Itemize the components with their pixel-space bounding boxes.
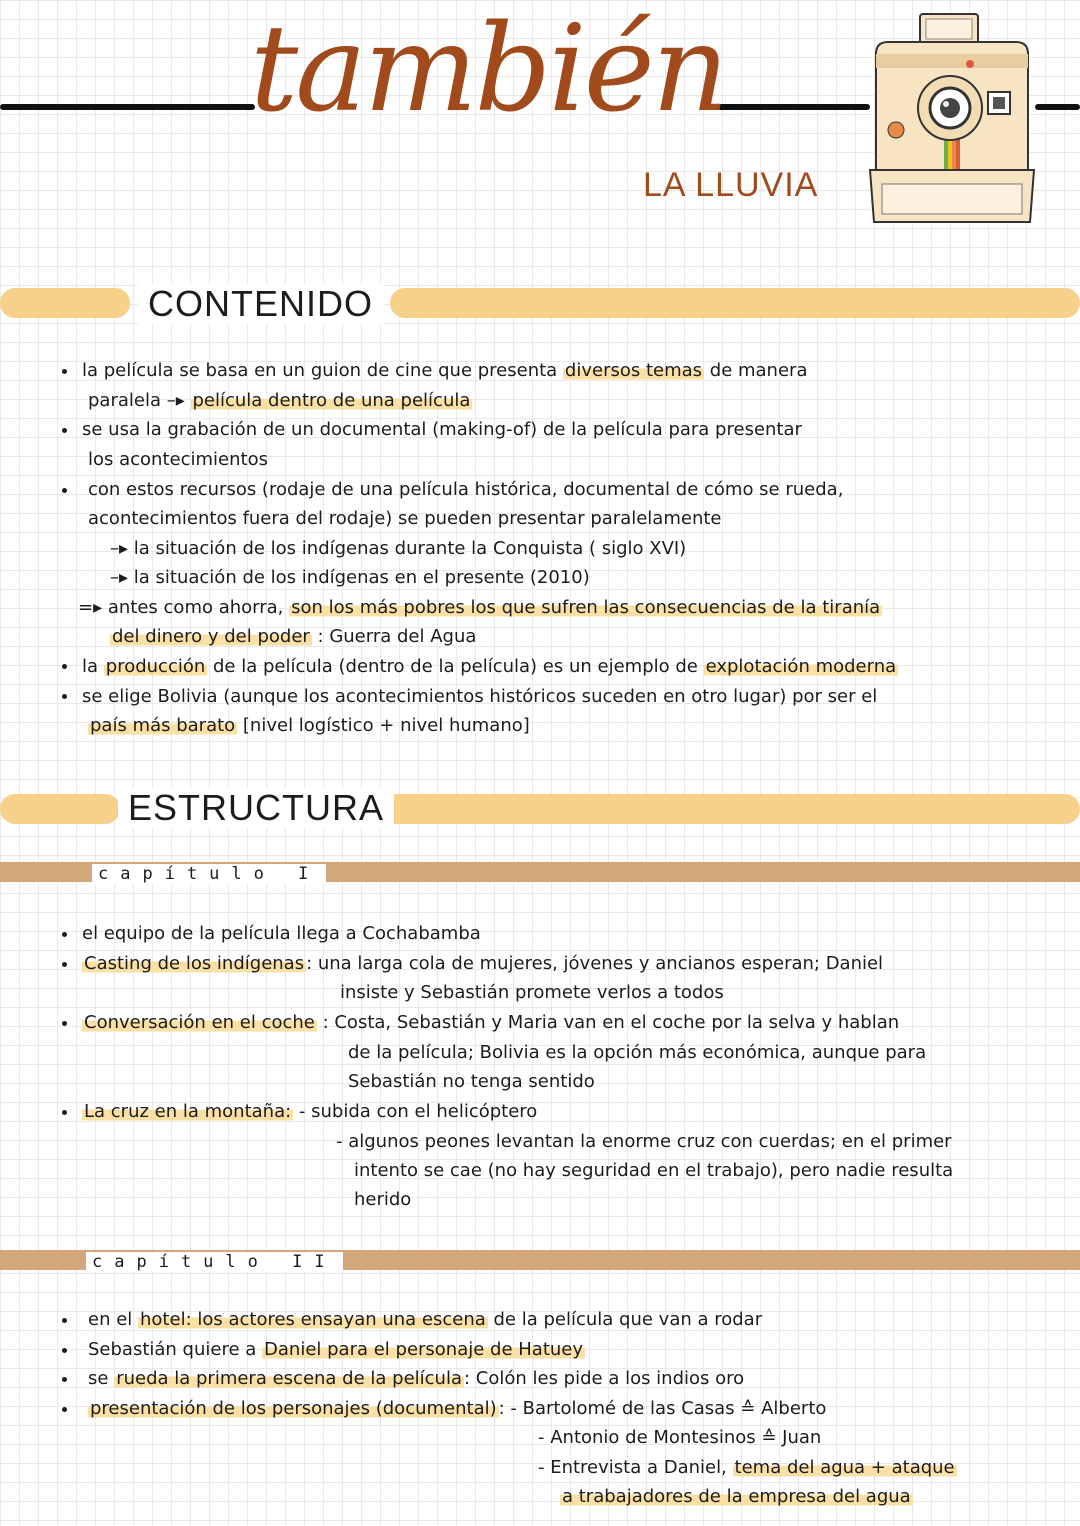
header-rule-right [1035, 104, 1080, 110]
text-line: se elige Bolivia (aunque los acontecimientos históricos suceden en otro lugar) por ser el [82, 686, 878, 707]
text-line: La cruz en la montaña: - subida con el helicóptero [84, 1101, 538, 1122]
bullet [62, 1377, 67, 1382]
text-line: con estos recursos (rodaje de una película histórica, documental de cómo se rueda, [88, 479, 844, 500]
page-title: también [250, 0, 727, 139]
bullet [62, 1110, 67, 1115]
section-heading-contenido: CONTENIDO [138, 284, 383, 324]
bullet [62, 428, 67, 433]
chapter-label-1: capítulo I [92, 864, 326, 884]
instant-camera-icon [868, 10, 1036, 225]
text-line: se usa la grabación de un documental (making-of) de la película para presentar [82, 419, 802, 440]
bullet [62, 1021, 67, 1026]
text-line: el equipo de la película llega a Cochabamba [82, 923, 481, 944]
bullet [62, 664, 67, 669]
section-bar-contenido-left [0, 288, 130, 318]
text-line: de la película; Bolivia es la opción más económica, aunque para [348, 1042, 927, 1063]
text-line: herido [354, 1189, 412, 1210]
text-line: insiste y Sebastián promete verlos a todos [340, 982, 724, 1003]
text-line: Casting de los indígenas : una larga cola de mujeres, jóvenes y ancianos esperan; Daniel [84, 953, 884, 974]
arrow-icon: –▸ [110, 538, 129, 559]
arrow-icon: –▸ [110, 567, 129, 588]
double-arrow-icon: =▸ [78, 597, 103, 618]
section-bar-estructura-right [356, 794, 1080, 824]
page-subtitle: LA LLUVIA [643, 166, 819, 204]
bullet [62, 1348, 67, 1353]
text-line: - Antonio de Montesinos ≙ Juan [538, 1427, 822, 1448]
text-line: presentación de los personajes (documental) : - Bartolomé de las Casas ≙ Alberto [90, 1398, 827, 1419]
text-line: Sebastián quiere a Daniel para el personaje de Hatuey [88, 1339, 584, 1360]
bullet [62, 1407, 67, 1412]
text-line: paralela –▸ película dentro de una película [88, 390, 471, 411]
text-line: la película se basa en un guion de cine que presenta diversos temas de manera [82, 360, 808, 381]
bullet [62, 1318, 67, 1323]
text-line: la producción de la película (dentro de la película) es un ejemplo de explotación moderna [82, 656, 897, 677]
chapter-label-2: capítulo II [86, 1252, 343, 1272]
section-heading-estructura: ESTRUCTURA [118, 788, 394, 828]
text-line: a trabajadores de la empresa del agua [562, 1486, 911, 1507]
text-line: - algunos peones levantan la enorme cruz con cuerdas; en el primer [336, 1131, 952, 1152]
text-line: acontecimientos fuera del rodaje) se pueden presentar paralelamente [88, 508, 722, 529]
bullet [62, 694, 67, 699]
bullet [62, 369, 67, 374]
arrow-icon: –▸ [166, 390, 185, 411]
text-line: intento se cae (no hay seguridad en el trabajo), pero nadie resulta [354, 1160, 954, 1181]
bullet [62, 932, 67, 937]
text-line: los acontecimientos [88, 449, 268, 470]
text-line: del dinero y del poder : Guerra del Agua [112, 626, 477, 647]
text-line: se rueda la primera escena de la película : Colón les pide a los indios oro [88, 1368, 745, 1389]
section-bar-estructura-left [0, 794, 120, 824]
header-rule-left [0, 104, 255, 110]
text-line: en el hotel: los actores ensayan una escena de la película que van a rodar [88, 1309, 763, 1330]
text-line: Conversación en el coche : Costa, Sebastián y Maria van en el coche por la selva y hablan [84, 1012, 900, 1033]
text-line: Sebastián no tenga sentido [348, 1071, 595, 1092]
text-line: país más barato [nivel logístico + nivel humano] [90, 715, 530, 736]
text-line: –▸ la situación de los indígenas en el presente (2010) [110, 567, 590, 588]
section-bar-contenido-right [390, 288, 1080, 318]
text-line: –▸ la situación de los indígenas durante la Conquista ( siglo XVI) [110, 538, 687, 559]
text-line: - Entrevista a Daniel, tema del agua + ataque [538, 1457, 955, 1478]
bullet [62, 488, 67, 493]
bullet [62, 962, 67, 967]
text-line: =▸ antes como ahorra, son los más pobres los que sufren las consecuencias de la tiranía [78, 597, 881, 618]
